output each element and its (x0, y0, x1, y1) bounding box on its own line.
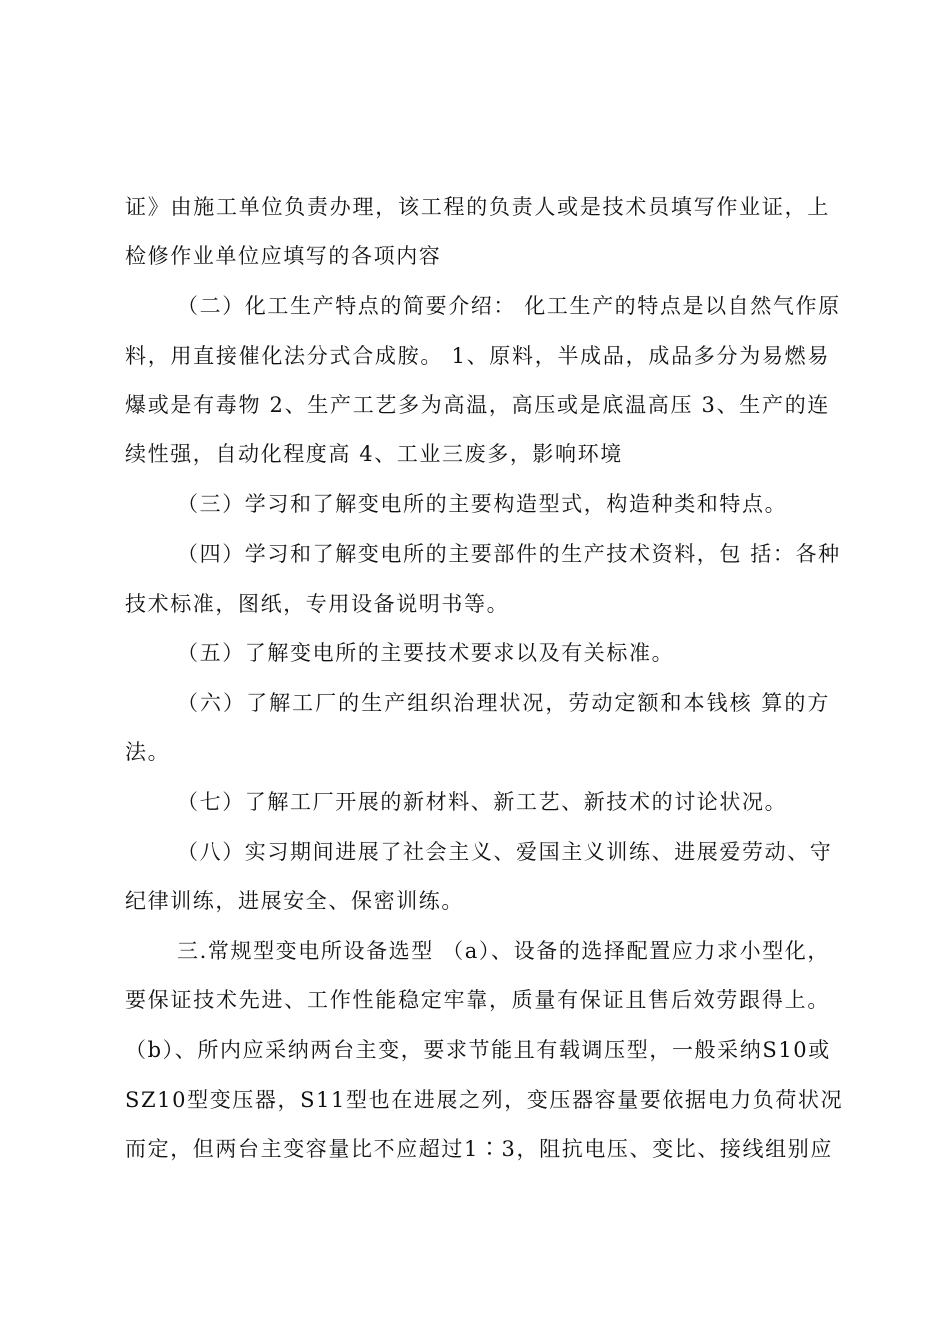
text-line: 爆或是有毒物 2、生产工艺多为高温，高压或是底温高压 3、生产的连 (125, 393, 830, 417)
text-line: 料，用直接催化法分式合成胺。 1、原料，半成品，成品多分为易燃易 (125, 344, 830, 368)
text-line: 检修作业单位应填写的各项内容 (125, 244, 442, 268)
paragraph-heading-8: （八）实习期间进展了社会主义、爱国主义训练、进展爱劳动、守 (177, 840, 833, 864)
section-heading-3: 三.常规型变电所设备选型 （a）、设备的选择配置应力求小型化， (177, 939, 830, 963)
text-line: 技术标准，图纸，专用设备说明书等。 (125, 592, 510, 616)
text-line: 法。 (125, 740, 171, 764)
text-line: 纪律训练，进展安全、保密训练。 (125, 889, 464, 913)
paragraph-heading-5: （五）了解变电所的主要技术要求以及有关标准。 (177, 641, 675, 665)
paragraph-heading-6: （六）了解工厂的生产组织治理状况，劳动定额和本钱核 算的方 (177, 691, 830, 715)
text-line: 证》由施工单位负责办理，该工程的负责人或是技术员填写作业证，上 (125, 195, 830, 219)
text-line: （b）、所内应采纳两台主变，要求节能且有载调压型，一般采纳S10或 (125, 1038, 831, 1062)
paragraph-heading-3: （三）学习和了解变电所的主要构造型式，构造种类和特点。 (177, 492, 788, 516)
paragraph-heading-4: （四）学习和了解变电所的主要部件的生产技术资料，包 括：各种 (177, 542, 841, 566)
paragraph-heading-2: （二）化工生产特点的简要介绍： 化工生产的特点是以自然气作原 (177, 294, 841, 318)
text-line: 要保证技术先进、工作性能稳定牢靠，质量有保证且售后效劳跟得上。 (125, 988, 830, 1012)
text-line: 续性强，自动化程度高 4、工业三废多，影响环境 (125, 442, 623, 466)
paragraph-heading-7: （七）了解工厂开展的新材料、新工艺、新技术的讨论状况。 (177, 790, 788, 814)
text-line: 而定，但两台主变容量比不应超过1∶3，阻抗电压、变比、接线组别应 (125, 1137, 833, 1161)
text-line: SZ10型变压器，S11型也在进展之列，变压器容量要依据电力负荷状况 (125, 1088, 844, 1112)
